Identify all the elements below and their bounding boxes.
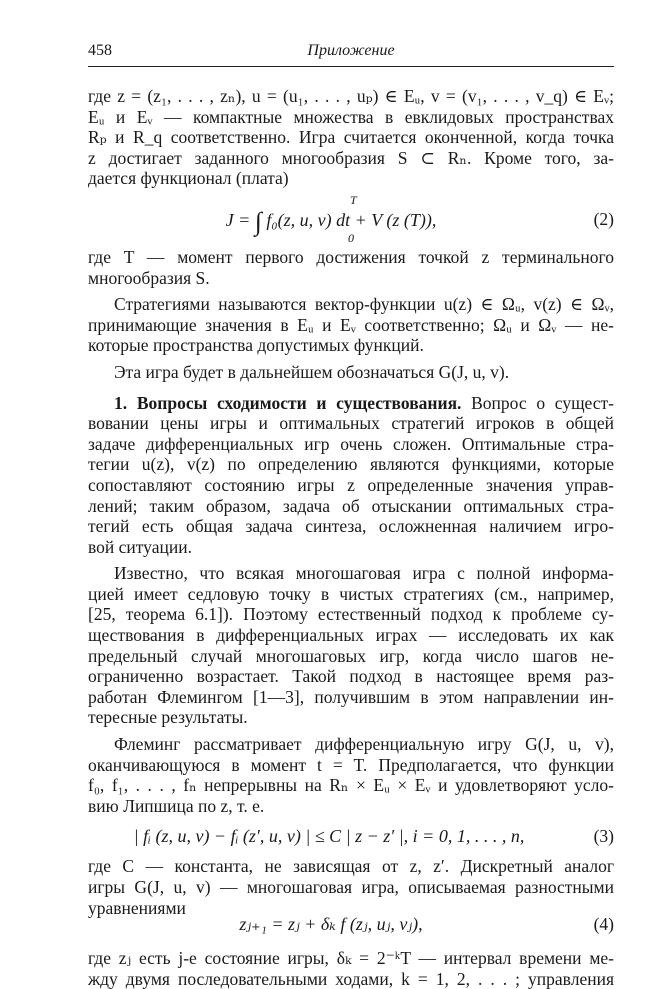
formula-2-expression: [88, 207, 574, 237]
text-line: вию Липшица по z, т. е.: [88, 795, 265, 816]
formula-4-expression: zⱼ₊₁ = zⱼ + δₖ f (zⱼ, uⱼ, vⱼ),: [239, 914, 423, 935]
equation-number-3: (3): [593, 826, 614, 847]
section-1-heading: 1. Вопросы сходимости и существования.: [114, 392, 462, 413]
text-line: Эта игра будет в дальнейшем обозначаться G(J, u, v).: [114, 361, 510, 382]
text-line: которые пространства допустимых функций.: [88, 335, 424, 356]
paragraph-state: [88, 948, 614, 989]
text-line: Стратегиями называются вектор-функции u(z) ∈ Ωᵤ, v(z) ∈ Ωᵥ,: [114, 294, 614, 315]
formula-2: [88, 189, 614, 247]
text-line: цией имеет седловую точку в чистых стратегиях (см., например,: [88, 583, 614, 604]
integral-sign: ∫: [254, 206, 262, 236]
paragraph-intro: [88, 86, 614, 189]
text-line: z достигает заданного многообразия S ⊂ Rₙ. Кроме того, за-: [88, 147, 614, 168]
text-line: где T — момент первого достижения точкой z терминального: [88, 246, 614, 267]
equation-number-2: (2): [593, 208, 614, 229]
text-line: ществования в дифференциальных играх — исследовать их как: [88, 625, 614, 646]
section-1: [88, 393, 614, 558]
integral-lower-limit: 0: [348, 230, 354, 245]
text-line: работан Флемингом [1—3], получившим в этом направлении ин-: [88, 686, 614, 707]
paragraph-strategies: [88, 294, 614, 356]
paragraph-multistep-games: [88, 563, 614, 728]
integral-upper-limit: T: [350, 192, 357, 207]
text-line: жду двумя последовательными ходами, k = 1, 2, . . . ; управления: [88, 968, 614, 989]
text-line: Rₚ и R_q соответственно. Игра считается оконченной, когда точка: [88, 127, 614, 148]
text-line: Известно, что всякая многошаговая игра с полной информа-: [114, 563, 614, 584]
text-line: сопоставляют состоянию игры z определенные значения управ-: [88, 474, 614, 495]
text-line: Eᵤ и Eᵥ — компактные множества в евклидовых пространствах: [88, 106, 614, 127]
formula-3: [88, 816, 614, 856]
page-header: [88, 40, 614, 64]
text-line: f₀, f₁, . . . , fₙ непрерывны на Rₙ × Eᵤ × Eᵥ и удовлетворяют усло-: [88, 775, 614, 796]
text-line: многообразия S.: [88, 267, 210, 288]
formula-4: [88, 902, 614, 942]
formula-3-expression: | fᵢ (z, u, v) − fᵢ (z′, u, v) | ≤ C | z − z′ |, i = 0, 1, . . . , n,: [133, 826, 525, 847]
text-line: [25, теорема 6.1]). Поэтому естественный подход к проблеме су-: [88, 604, 614, 625]
running-title: Приложение: [307, 42, 395, 59]
text-line: вовании цены игры и оптимальных стратегий игроков в общей: [88, 413, 614, 434]
text-line: где zⱼ есть j-е состояние игры, δₖ = 2⁻ᵏT — интервал времени ме-: [88, 948, 614, 969]
page-body: [88, 86, 614, 989]
paragraph-game-notation: [88, 362, 614, 383]
section-1-lead-text: Вопрос о сущест-: [461, 392, 614, 413]
formula-2-lhs: J =: [225, 209, 251, 230]
formula-2-body: f₀(z, u, v) dt + V (z (T)),: [266, 209, 437, 230]
text-line: тегии u(z), v(z) по определению являются функциями, которые: [88, 454, 614, 475]
text-line: тегий есть общая задача синтеза, осложненная наличием игро-: [88, 516, 614, 537]
text-line: игры G(J, u, v) — многошаговая игра, описываемая разностными: [88, 877, 614, 897]
text-line: принимающие значения в Eᵤ и Eᵥ соответственно; Ωᵤ и Ωᵥ — не-: [88, 314, 614, 335]
text-line: лений; таким образом, задача об отыскании оптимальных стра-: [88, 495, 614, 516]
text-line: где C — константа, не зависящая от z, z′. Дискретный аналог: [88, 856, 614, 877]
equation-number-4: (4): [593, 914, 614, 935]
text-line: ограниченно возрастает. Такой подход в настоящее время раз-: [88, 666, 614, 687]
text-line: задаче дифференциальных игр очень сложен. Оптимальные стра-: [88, 433, 614, 454]
text-line: дается функционал (плата): [88, 168, 289, 189]
text-line: тересные результаты.: [88, 707, 248, 728]
header-rule: [88, 66, 614, 67]
page-number: 458: [88, 42, 112, 59]
text-line: где z = (z₁, . . . , zₙ), u = (u₁, . . . , uₚ) ∈ Eᵤ, v = (v₁, . . . , v_q) ∈ Eᵥ;: [88, 86, 614, 106]
text-line: предельный случай многошаговых игр, когда число шагов не-: [88, 645, 614, 666]
paragraph-fleming: [88, 734, 614, 816]
text-line: Флеминг рассматривает дифференциальную игру G(J, u, v),: [114, 734, 614, 755]
text-line: вой ситуации.: [88, 536, 192, 557]
paragraph-terminal-time: [88, 247, 614, 288]
text-line: уравнениями: [88, 897, 186, 918]
text-line: оканчивающуюся в момент t = T. Предполагается, что функции: [88, 754, 614, 775]
section-1-first-line: [88, 393, 614, 414]
